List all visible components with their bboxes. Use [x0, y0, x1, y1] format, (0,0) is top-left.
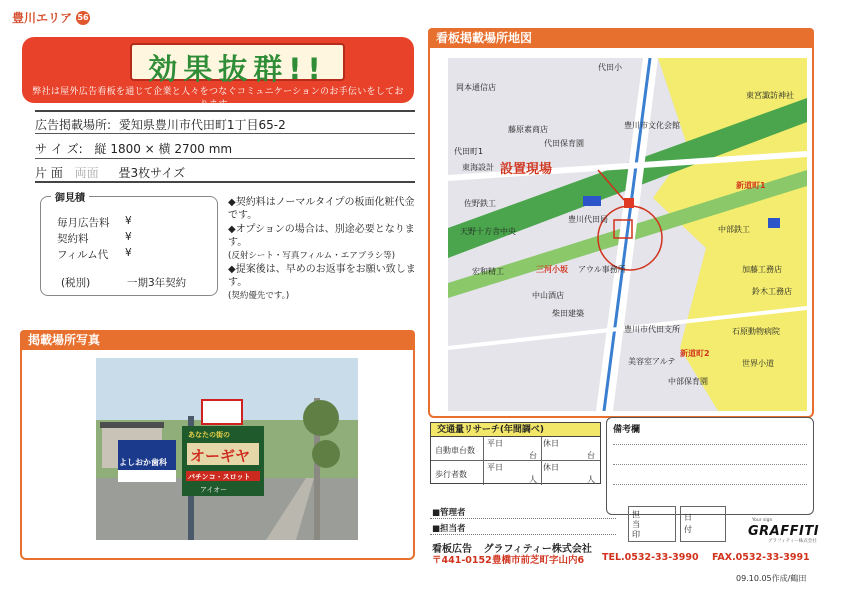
traffic-row-label: 歩行者数	[435, 470, 467, 479]
price-item-label: フィルム代	[57, 249, 109, 261]
map-label: 鈴木工務店	[752, 287, 792, 296]
note-item: ◆契約料はノーマルタイプの板面化粧代金です。	[228, 197, 415, 221]
date-label: 日付	[684, 513, 692, 534]
photo-panel-title: 掲載場所写真	[20, 330, 415, 350]
price-term: 一期3年契約	[127, 277, 187, 289]
staff-line	[430, 534, 616, 535]
traffic-table	[430, 422, 601, 484]
brand-company: グラフィティー株式会社	[768, 539, 817, 544]
brand-tag: Your sign	[752, 518, 773, 523]
banner-title-box	[130, 43, 345, 86]
remarks-title: 備考欄	[613, 425, 641, 435]
map-label: 天野十方舎中央	[460, 227, 516, 236]
stamp-label: 担当印	[632, 510, 640, 539]
map-label: 新道町1	[736, 181, 766, 190]
company-address: 豊橋市前芝町字山内6	[492, 555, 585, 566]
info-divider	[35, 158, 415, 159]
sign-right-small: アイオー	[200, 486, 228, 494]
traffic-weekend: 休日	[543, 463, 559, 472]
map-label: 中山酒店	[532, 291, 564, 300]
price-item-value: ¥	[125, 247, 132, 259]
traffic-weekday: 平日	[487, 439, 503, 448]
map-label: アウル事務所	[578, 265, 626, 274]
sign-right-main: オーギヤ	[190, 447, 251, 465]
brand-logo: GRAFFITI	[748, 524, 820, 539]
traffic-divider	[483, 437, 484, 485]
traffic-row	[431, 437, 600, 461]
map-label: 世界小道	[742, 359, 774, 368]
size-value: 縦 1800 × 横 2700 mm	[94, 142, 233, 156]
traffic-weekend: 休日	[543, 439, 559, 448]
postal-code: 〒441-0152	[432, 555, 492, 566]
face-label: 片 面	[35, 166, 63, 180]
location-map	[448, 58, 807, 411]
sign-right-top: あなたの街の	[188, 431, 230, 439]
price-heading: 御見積	[51, 189, 89, 204]
map-label: 美容室アルテ	[628, 357, 676, 366]
map-label: 東宮諏訪神社	[746, 91, 794, 100]
map-label: 代田小	[598, 63, 622, 72]
traffic-divider	[541, 437, 542, 485]
banner-subtitle: 弊社は屋外広告看板を通じて企業と人々をつなぐコミュニケーションのお手伝いをしております。	[32, 87, 404, 110]
map-label: 代田町1	[454, 147, 484, 156]
traffic-row	[431, 461, 600, 485]
traffic-unit: 台	[587, 451, 595, 460]
remarks-line	[613, 444, 807, 445]
map-label: 豊川市文化会館	[624, 121, 680, 130]
map-label: 岡本通信店	[456, 83, 496, 92]
map-panel-title: 看板掲載場所地図	[428, 28, 814, 48]
site-marker-label: 設置現場	[500, 162, 553, 177]
traffic-title: 交通量リサーチ(年間調べ)	[431, 423, 600, 437]
map-label: 豊川代田局	[568, 215, 608, 224]
site-photo	[96, 358, 358, 540]
map-label: 佐野鉄工	[464, 199, 496, 208]
traffic-row-label: 自動車台数	[435, 446, 475, 455]
price-box	[40, 193, 218, 296]
remarks-line	[613, 484, 807, 485]
company-name: グラフィティー株式会社	[483, 544, 592, 555]
headline-banner	[22, 37, 414, 110]
price-item-label: 毎月広告料	[57, 217, 110, 229]
note-sub: (契約優先です。)	[228, 291, 290, 301]
map-label: 豊川市代田支所	[624, 325, 680, 334]
area-label: 豊川エリア	[12, 11, 73, 25]
date-box	[680, 506, 726, 542]
info-divider	[35, 133, 415, 134]
traffic-unit: 台	[529, 451, 537, 460]
area-number: 56	[76, 11, 90, 25]
map-label: 代田保育園	[544, 139, 584, 148]
fax: FAX.0532-33-3991	[712, 552, 810, 563]
map-label: 宏和精工	[472, 267, 504, 276]
sign-right-sub: パチンコ・スロット	[188, 473, 251, 481]
face-value: 畳3枚サイズ	[118, 166, 186, 180]
note-sub: (反射シート・写真フィルム・エアブラシ等)	[228, 251, 396, 261]
map-label: 加藤工務店	[742, 265, 782, 274]
tel: TEL.0532-33-3990	[602, 552, 699, 563]
note-item: ◆オプションの場合は、別途必要となります。	[228, 224, 415, 248]
manager-line	[430, 518, 616, 519]
traffic-unit: 人	[587, 475, 595, 484]
map-label: 中部保育園	[668, 377, 708, 386]
note-item: ◆提案後は、早めのお返事をお願い致します。	[228, 264, 416, 288]
notes	[228, 196, 416, 303]
map-label: 新道町2	[680, 349, 710, 358]
sign-left-sub: クリニック	[132, 471, 162, 478]
map-label: 柴田建築	[552, 309, 584, 318]
price-item-value: ¥	[125, 215, 132, 227]
company-label: 看板広告	[432, 544, 472, 555]
sign-left-main: よしおか歯科	[119, 458, 167, 467]
price-item-value: ¥	[125, 231, 132, 243]
address-row	[35, 116, 286, 133]
address-label: 広告掲載場所:	[35, 118, 112, 132]
map-label: 三河小坂	[536, 265, 568, 274]
banner-title: 効果抜群!!	[148, 52, 327, 86]
size-row	[35, 140, 232, 157]
map-label: 中部鉄工	[718, 225, 750, 234]
stamp-box	[628, 506, 676, 542]
map-label: 東海設計	[462, 163, 494, 172]
remarks-box	[606, 417, 814, 515]
map-label: 藤原素商店	[508, 125, 548, 134]
manager-label: ■管理者	[432, 508, 466, 518]
map-label: 石原動物病院	[732, 327, 780, 336]
price-tax: (税別)	[61, 277, 91, 289]
remarks-line	[613, 464, 807, 465]
staff-label: ■担当者	[432, 524, 466, 534]
face-row	[35, 164, 185, 181]
price-item-label: 契約料	[57, 233, 89, 245]
face-alt: 両面	[74, 166, 99, 180]
address-value: 愛知県豊川市代田町1丁目65-2	[118, 118, 286, 132]
document-date: 09.10.05作成/鶴田	[736, 574, 807, 583]
traffic-weekday: 平日	[487, 463, 503, 472]
size-label: サ イ ズ:	[35, 142, 83, 156]
traffic-unit: 人	[529, 475, 537, 484]
area-tag	[12, 9, 90, 26]
